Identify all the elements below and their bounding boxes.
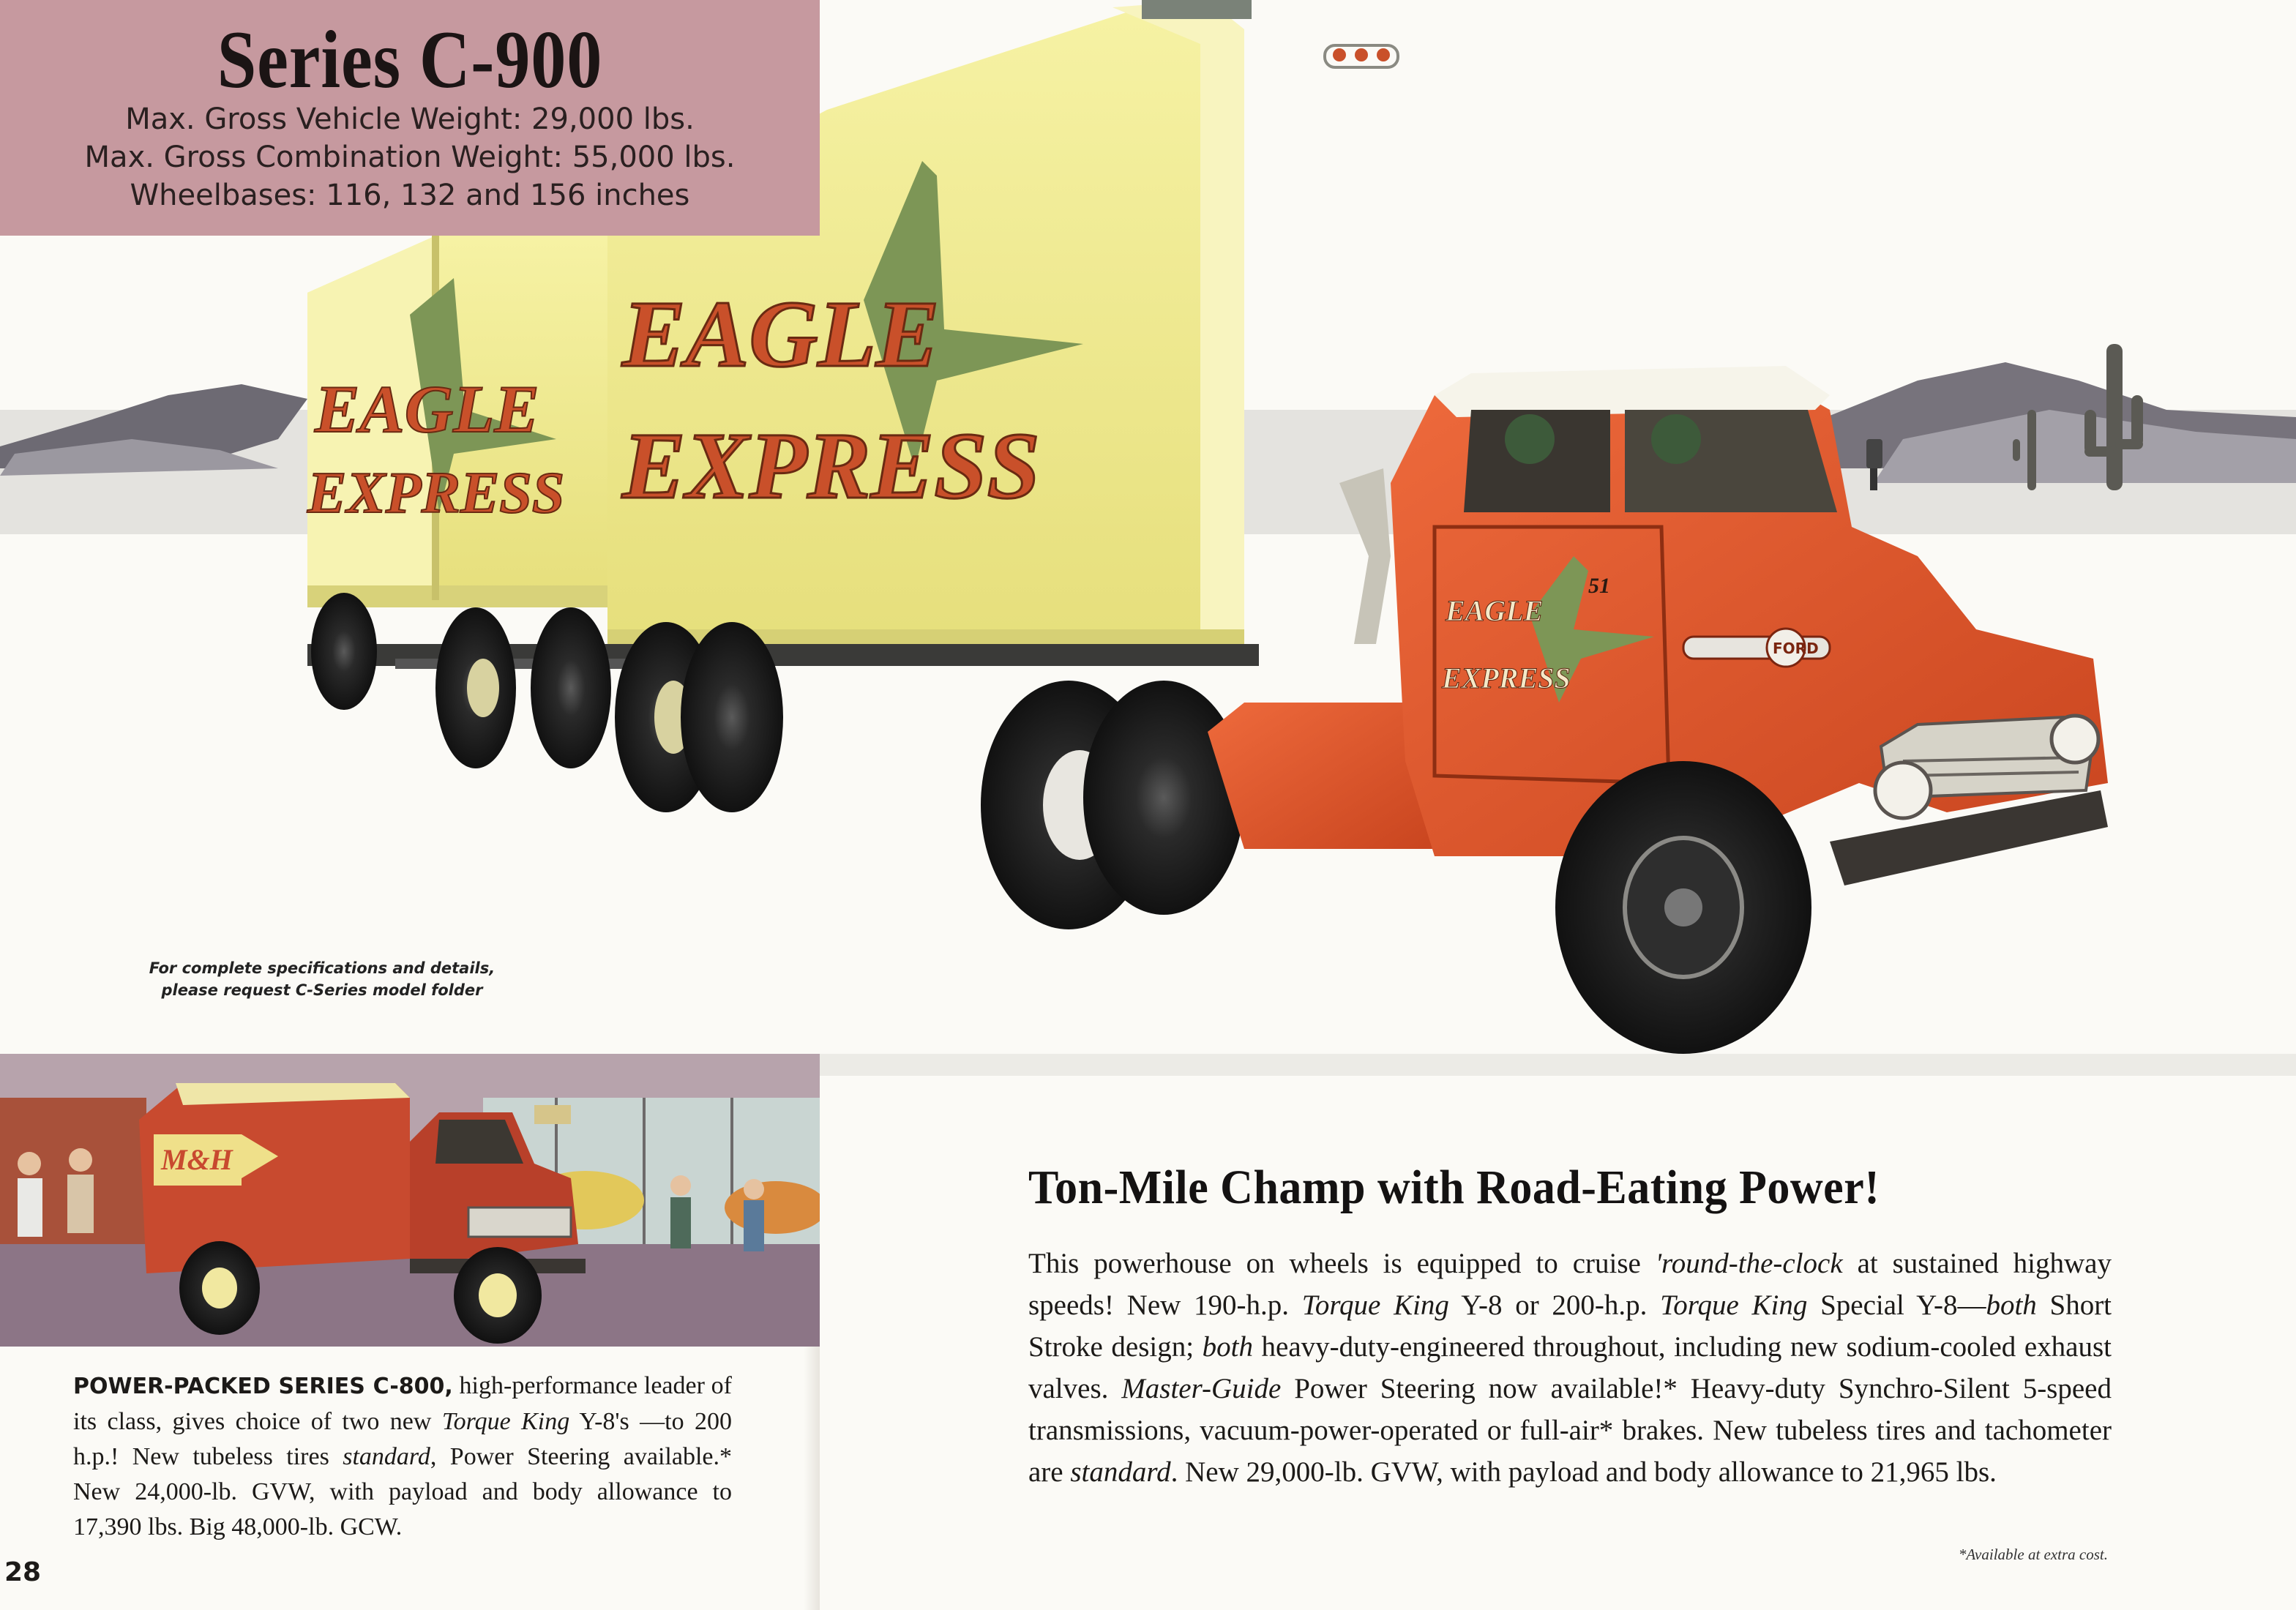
headlight <box>2052 716 2098 763</box>
page-gutter <box>804 1347 820 1610</box>
inset-illustration <box>0 1054 820 1347</box>
divider-band <box>820 1054 2296 1076</box>
page-number: 28 <box>4 1557 42 1587</box>
footnote: *Available at extra cost. <box>1958 1546 2108 1563</box>
spec-box <box>0 0 820 236</box>
spec-wheelbases: Wheelbases: 116, 132 and 156 inches <box>130 179 690 212</box>
body-text: This powerhouse on wheels is equipped to cruise 'round-the-clock at sustained highway speeds! New 190-h.p. Torque King Y-8 or 200-h.p. Torque King Special Y-8—both Short Stroke design; both heavy-duty-engineered throughout, including new sodium-cooled exhaust valves. Master-Guide Power Steering now available!* Heavy-duty Synchro-Silent 5-speed transmissions, vacuum-power-operated or full-air* brakes. New tubeless tires and tachometer are standard. New 29,000-lb. GVW, with payload and body allowance to 21,965 lbs. <box>1028 1248 2112 1488</box>
spec-note-line-1: For complete specifications and details, <box>149 959 496 977</box>
inset-trailer-lettering: M&H <box>161 1143 233 1176</box>
trailer-roof-cap <box>1142 0 1252 19</box>
rear-trailer-lettering-1: EAGLE <box>315 372 539 446</box>
headlight <box>1875 763 1931 818</box>
spec-gcw: Max. Gross Combination Weight: 55,000 lbs. <box>84 141 736 174</box>
spec-note <box>132 957 512 1001</box>
emblem-text: FORD <box>1773 640 1819 657</box>
rear-trailer-lettering-2: EXPRESS <box>307 461 565 525</box>
series-title: Series C-900 <box>217 15 603 105</box>
spec-gvw: Max. Gross Vehicle Weight: 29,000 lbs. <box>125 102 695 136</box>
fuel-tank <box>1208 703 1435 849</box>
cab-roof <box>1435 366 1830 417</box>
door-lettering-2: EXPRESS <box>1442 662 1571 694</box>
headline: Ton-Mile Champ with Road-Eating Power! <box>1028 1161 1880 1214</box>
unit-number: 51 <box>1588 574 1610 598</box>
door-lettering-1: EAGLE <box>1446 594 1544 627</box>
spec-note-line-2: please request C-Series model folder <box>161 981 483 999</box>
inset-caption-lead: POWER-PACKED SERIES C-800, <box>73 1374 453 1399</box>
inset-caption: POWER-PACKED SERIES C-800, high-performance leader of its class, gives choice of two new Torque King Y-8's —to 200 h.p.! New tubeless tires standard, Power Steering available.* New 24,000-lb. GVW, with payload and body allowance to 17,390 lbs. Big 48,000-lb. GCW. <box>73 1372 732 1540</box>
front-trailer-lettering-2: EXPRESS <box>622 413 1040 519</box>
front-trailer-lettering-1: EAGLE <box>622 282 940 387</box>
rear-trailer <box>307 234 615 607</box>
